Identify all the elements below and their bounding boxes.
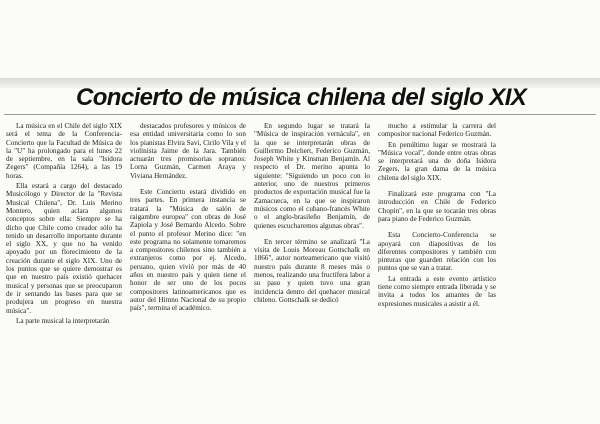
article-column-4	[378, 122, 496, 424]
paragraph: Ella estará a cargo del destacado Musicólogo y Director de la "Revista Musical Chilena", Dr. Luis Merino Montero, quien aclara algunos conceptos sobre ella: Siempre se ha dicho que Chile como creador sólo ha tenido un desarrollo importante durante el siglo XX, y que no ha venido apoyado por un florecimiento de la creación durante el siglo XIX. Uno de los puntos que se quiere demostrar es que en nuestro país existió quehacer musical y personas que se preocuparon de ir sentando las bases para que se produjera un progreso en nuestra música".	[6, 182, 122, 315]
headline-divider	[4, 114, 596, 115]
article-column-2	[130, 122, 246, 424]
paragraph: La música en el Chile del siglo XIX será el tema de la Conferencia-Concierto que la Facultad de Música de la "U" ha prolongado para el lunes 22 de septiembre, en la sala "Isidora Zegers" (Compañía 1264), a las 19 horas.	[6, 122, 122, 180]
paragraph: La entrada a este evento artístico tiene como siempre entrada liberada y se invita a todos los amantes de las expresiones musicales a asistir a él.	[378, 274, 496, 308]
paragraph: destacados profesores y músicos de esa entidad universitaria como lo son los pianistas Elvira Savi, Cirilo Vila y el violinista Jaime de la Jara. También actuarán tres promisorias sopranos: Lorna Guzmán, Carmen Araya y Viviana Hernández.	[130, 122, 246, 180]
paragraph: Este Concierto estará dividido en tres partes. En primera instancia se tratará la "Música de salón de raigambre europea" con obras de José Zapiola y José Bernardo Alcedo. Sobre el punto el profesor Merino dice: "en este programa no solamente tomaremos a compositores chilenos sino también a extranjeros como por ej. Alcedo, peruano, quien vivió por más de 40 años en nuestro país y quien tiene el honor de ser uno de los pocos compositores latinoamericanos que es autor del Himno Nacional de su propio país", termina el académico.	[130, 188, 246, 313]
article-column-3	[254, 122, 370, 424]
paragraph: mucho a estimular la carrera del compositor nacional Federico Guzmán.	[378, 122, 496, 139]
paragraph: En tercer término se analizará "La visita de Louis Moreau Gottschalk en 1866", autor norteamericano que visitó nuestro país durante 8 meses más o menos, realizando una fructífera labor a su paso y quien tuvo una gran incidencia dentro del quehacer musical chileno. Gottschalk se dedicó	[254, 237, 370, 304]
paragraph: Esta Concierto-Conferencia se apoyará con diapositivas de los diferentes compositores y también con pinturas que guarden relación con los puntos que se van a tratar.	[378, 231, 496, 273]
paragraph: En penúltimo lugar se mostrará la "Música vocal", donde entre otras obras se interpretará una de doña Isidora Zegers, la gran dama de la música chilena del siglo XIX.	[378, 140, 496, 182]
paragraph: La parte musical la interpretarán	[16, 316, 110, 325]
article-column-1	[6, 122, 122, 424]
article-headline: Concierto de música chilena del siglo XIX	[76, 84, 527, 111]
paragraph: En segundo lugar se tratará la "Música de inspiración vernácula", en la que se interpretarán obras de Guillermo Deichert, Federico Guzmán, Joseph White y Kinsman Benjamín. Al respecto el Dr. merino apunta lo siguiente: "Siguiendo un poco con lo anterior, uno de nuestros primeros productos de exportación musical fue la Zamacueca, en la que se inspiraron músicos como el cubano-francés White o el anglo-brasileño Benjamín, de quienes escucharemos algunas obras".	[254, 122, 370, 230]
clipping-margin	[500, 122, 596, 424]
paragraph: Finalizará este programa con "La introducción en Chile de Federico Chopin", en la que se tocarán tres obras para piano de Federico Guzmán.	[378, 190, 496, 223]
